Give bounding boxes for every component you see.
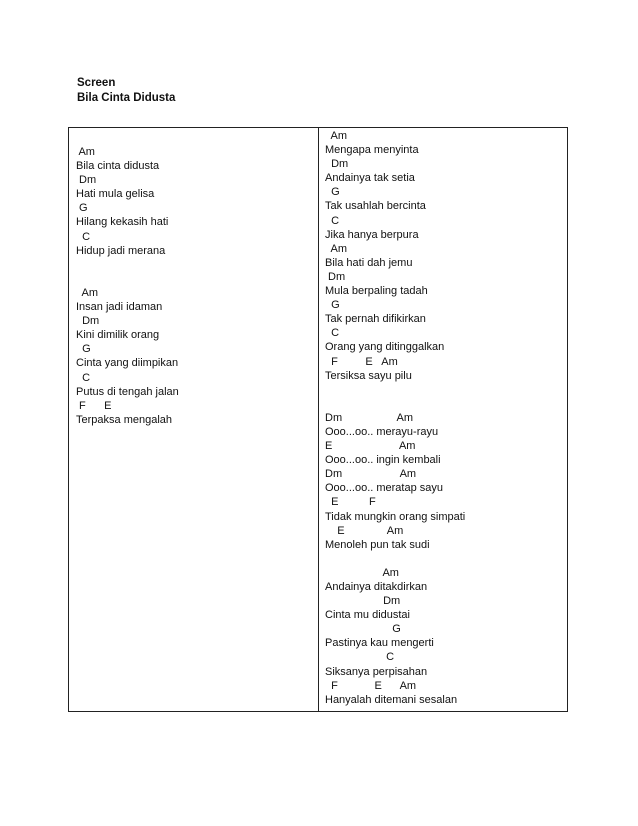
right-lyric-line: Tak pernah difikirkan	[325, 313, 426, 326]
left-lyric-line: Kini dimilik orang	[76, 329, 160, 342]
left-lyric-line	[76, 258, 179, 272]
right-lyric-line: Bila hati dah jemu	[325, 256, 413, 269]
right-lyric-line: Ooo...oo.. ingin kembali	[325, 454, 441, 467]
left-lyric-line: Terpaksa mengalah	[76, 413, 173, 426]
right-lyric-line: G	[325, 186, 340, 199]
right-lyric-line: F E Am	[325, 355, 398, 368]
right-lyric-line: C	[325, 327, 340, 340]
right-lyric-line: Pastinya kau mengerti	[325, 637, 434, 650]
right-lyric-line: Ooo...oo.. meratap sayu	[325, 482, 444, 495]
left-lyric-line	[76, 272, 179, 286]
right-lyric-line	[325, 397, 465, 411]
left-lyric-line: Dm	[76, 174, 97, 187]
right-lyric-line: Jika hanya berpura	[325, 228, 419, 241]
right-lyric-line: Am	[325, 242, 348, 255]
right-lyric-line: Tersiksa sayu pilu	[325, 369, 412, 382]
right-lyric-line: Mula berpaling tadah	[325, 285, 428, 298]
heading-label: Screen	[77, 77, 116, 89]
left-lyric-line: G	[76, 343, 91, 356]
right-lyric-line: Ooo...oo.. merayu-rayu	[325, 425, 439, 438]
right-lyric-line: C	[325, 651, 395, 664]
column-divider	[318, 128, 319, 711]
right-lyric-line: E Am	[325, 440, 416, 453]
right-lyric-line: Am	[325, 566, 399, 579]
right-lyric-line: Dm	[325, 595, 401, 608]
right-lyric-line: Am	[325, 130, 348, 142]
right-lyric-line: F E Am	[325, 679, 417, 692]
left-lyric-line: Am	[76, 146, 95, 158]
left-lyric-line: Putus di tengah jalan	[76, 385, 179, 398]
right-lyric-line: Siksanya perpisahan	[325, 665, 428, 678]
right-lyric-line: G	[325, 299, 340, 312]
left-lyric-line: Hilang kekasih hati	[76, 216, 169, 229]
right-lyric-line: Hanyalah ditemani sesalan	[325, 693, 458, 706]
right-lyric-line: E F	[325, 496, 376, 509]
right-lyric-line: Tak usahlah bercinta	[325, 200, 426, 213]
left-lyric-line: Insan jadi idaman	[76, 301, 163, 314]
right-lyric-line: Andainya tak setia	[325, 172, 415, 185]
right-lyric-line: C	[325, 214, 340, 227]
right-column	[325, 129, 465, 707]
right-lyric-line	[325, 383, 465, 397]
right-lyric-line: Cinta mu didustai	[325, 609, 410, 622]
right-lyric-line: Dm	[325, 158, 349, 171]
left-lyric-line: C	[76, 230, 91, 243]
left-lyric-line: Dm	[76, 315, 100, 328]
left-lyric-line: Bila cinta didusta	[76, 160, 160, 173]
left-lyric-line: C	[76, 371, 91, 384]
left-lyric-line: Am	[76, 286, 99, 299]
left-lyric-line: Hidup jadi merana	[76, 244, 166, 257]
right-lyric-line: Orang yang ditinggalkan	[325, 341, 445, 354]
left-lyric-line: Hati mula gelisa	[76, 188, 155, 201]
song-title: Bila Cinta Didusta	[77, 92, 176, 104]
right-lyric-line: Tidak mungkin orang simpati	[325, 510, 466, 523]
right-lyric-line: Andainya ditakdirkan	[325, 581, 428, 593]
left-lyric-line: G	[76, 202, 88, 215]
left-column	[76, 145, 179, 427]
lyrics-table	[68, 127, 568, 712]
left-lyric-line: F E	[76, 399, 112, 412]
right-lyric-line	[325, 552, 465, 566]
song-heading	[77, 76, 175, 106]
right-lyric-line: G	[325, 623, 401, 636]
right-lyric-line: E Am	[325, 524, 404, 537]
right-lyric-line: Menoleh pun tak sudi	[325, 538, 430, 551]
right-lyric-line: Mengapa menyinta	[325, 144, 419, 157]
right-lyric-line: Dm Am	[325, 411, 414, 424]
right-lyric-line: Dm	[325, 270, 346, 283]
left-lyric-line: Cinta yang diimpikan	[76, 357, 179, 370]
right-lyric-line: Dm Am	[325, 468, 417, 481]
